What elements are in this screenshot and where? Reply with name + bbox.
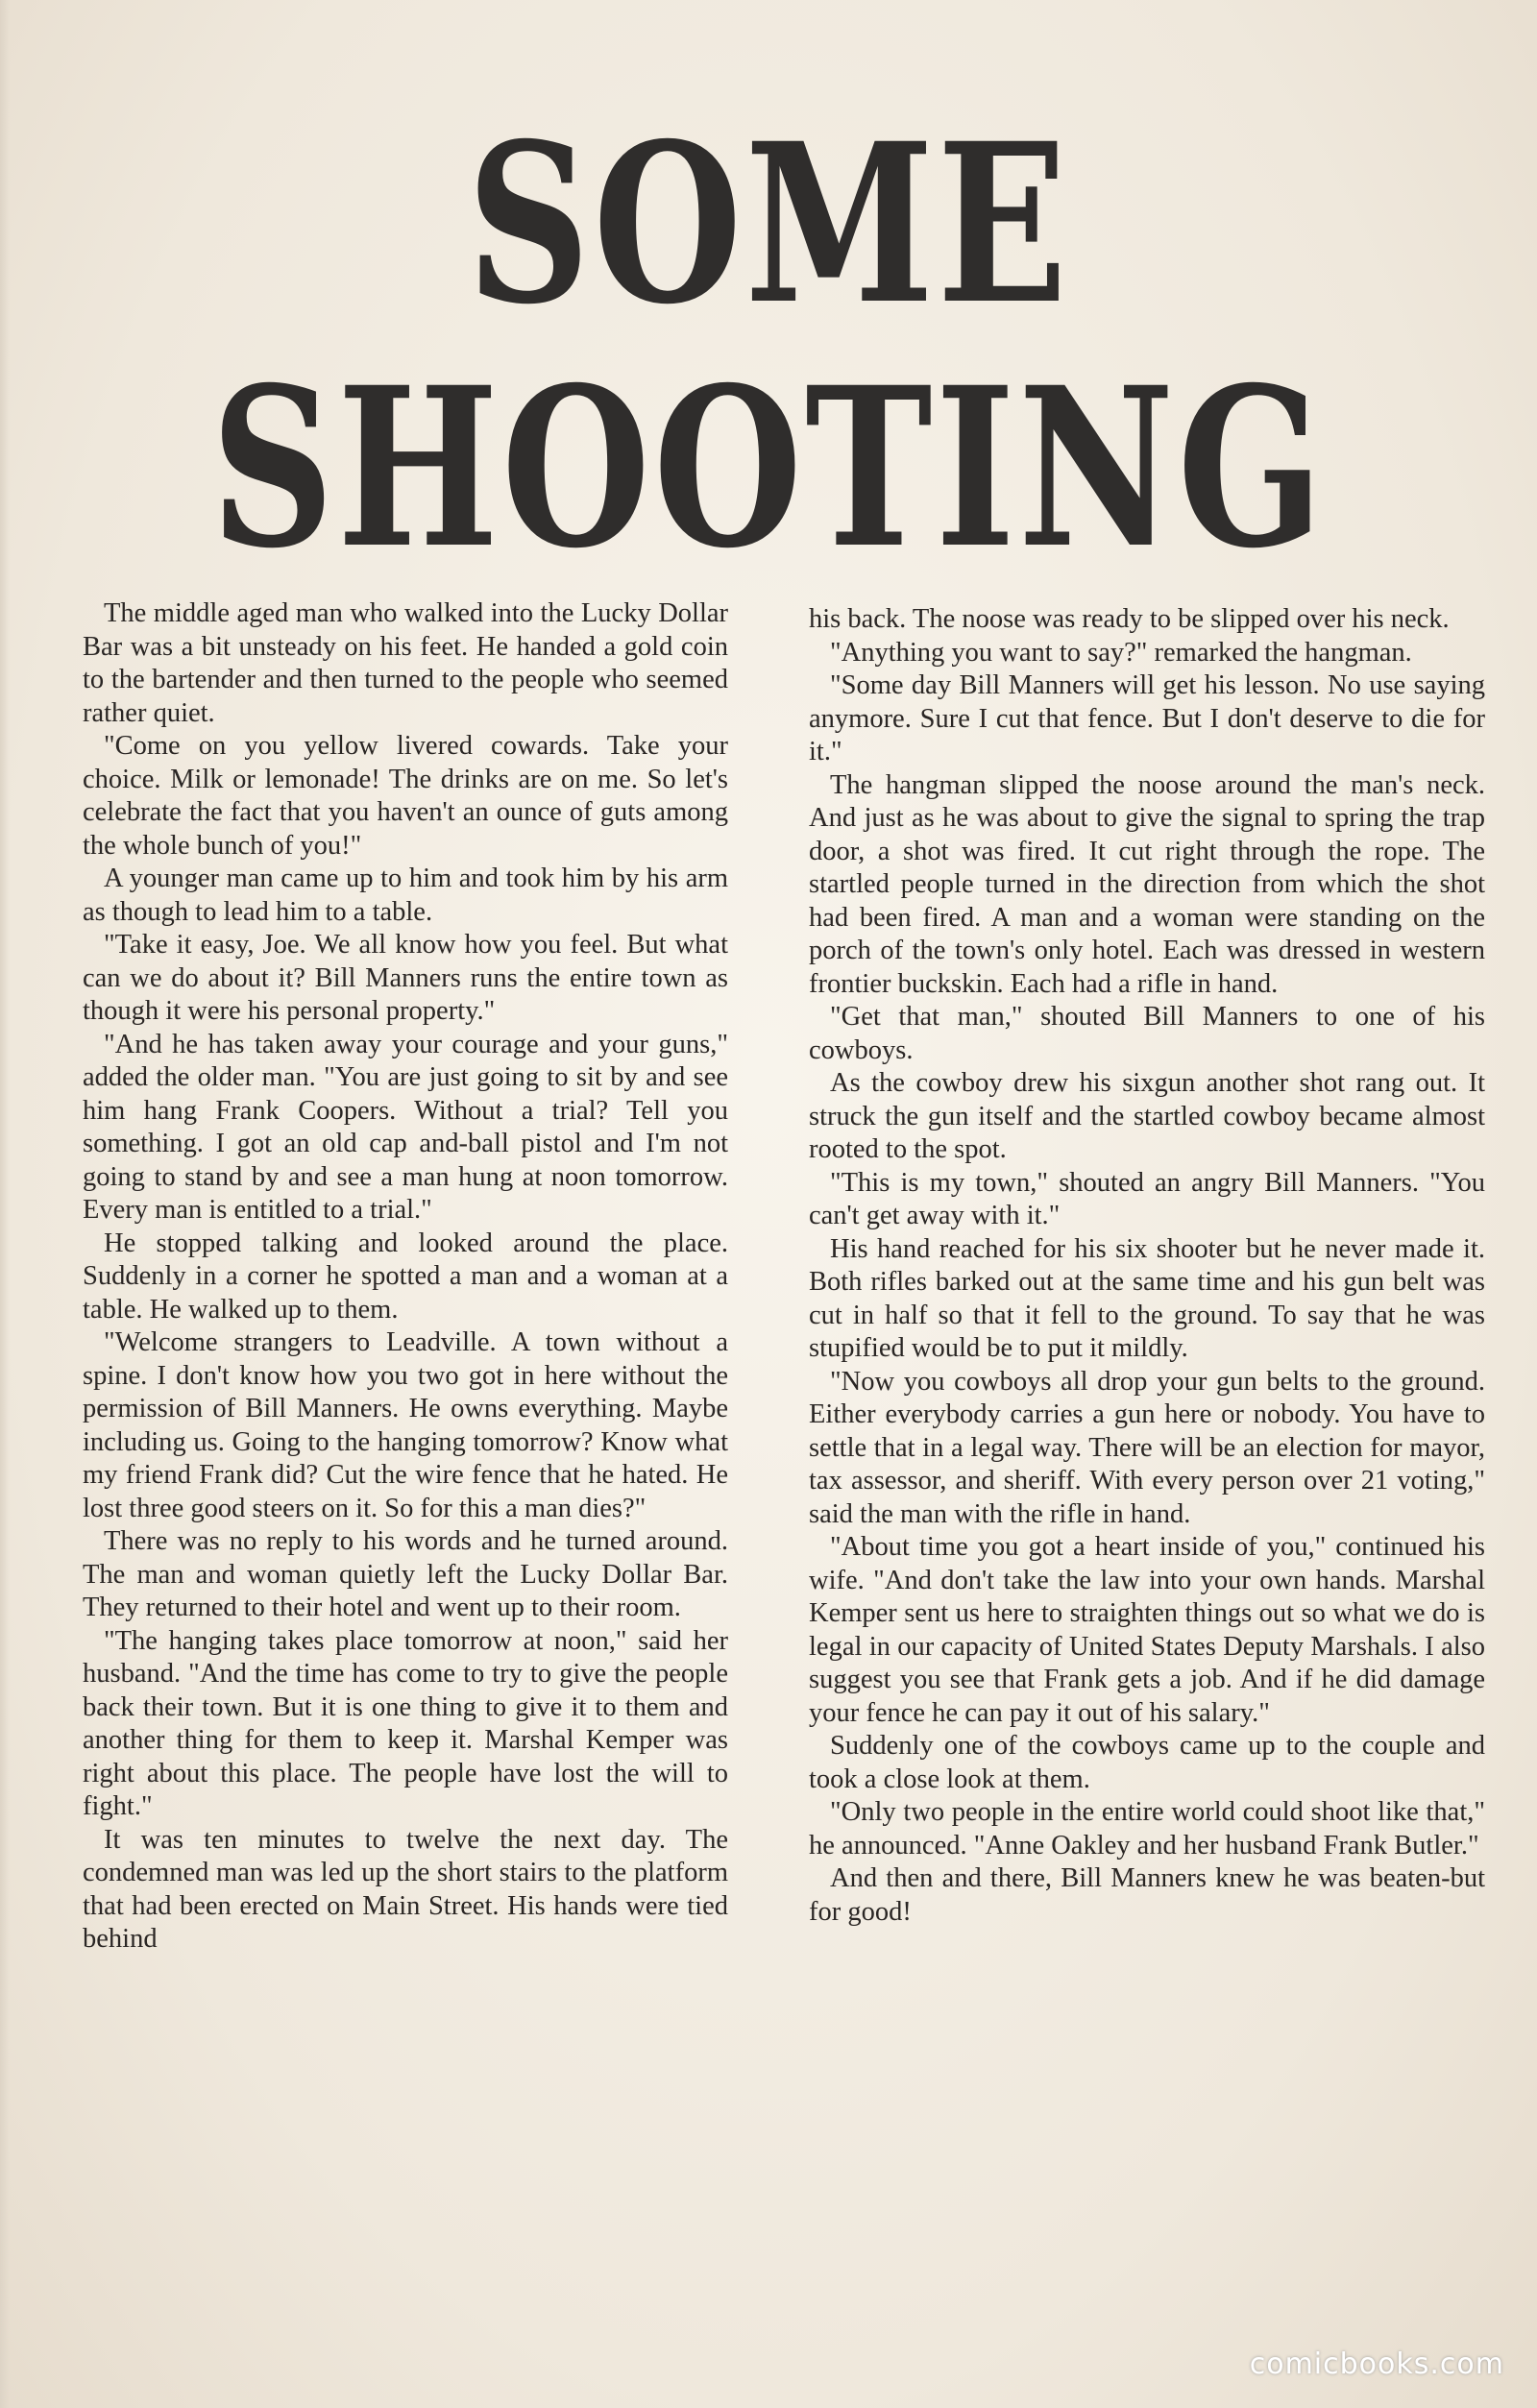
story-paragraph: "Only two people in the entire world could shoot like that," he announced. "Anne Oakley and her husband Frank Butler.": [809, 1797, 1485, 1861]
story-paragraph: It was ten minutes to twelve the next day. The condemned man was led up the short stairs to the platform that had been erected on Main Street. His hands were tied behind: [83, 1824, 728, 1954]
story-paragraph: "Now you cowboys all drop your gun belts to the ground. Either everybody carries a gun here or nobody. You have to settle that in a legal way. There will be an election for mayor, tax assessor, and sheriff. With every person over 21 voting," said the man with the rifle in hand.: [809, 1366, 1485, 1529]
story-paragraph: "This is my town," shouted an angry Bill Manners. "You can't get away with it.": [809, 1167, 1485, 1230]
story-paragraph: "About time you got a heart inside of you," continued his wife. "And don't take the law into your own hands. Marshal Kemper sent us here to straighten things out so what we do is legal in our capacity of United States Deputy Marshals. I also suggest you see that Frank gets a job. And if he did damage your fence he can pay it out of his salary.": [809, 1532, 1485, 1728]
story-paragraph: "And he has taken away your courage and your guns," added the older man. "You are just going to sit by and see him hang Frank Coopers. Without a trial? Tell you something. I got an old cap and-ball pistol and I'm not going to stand by and see a man hung at noon tomorrow. Every man is entitled to a trial.": [83, 1029, 728, 1225]
story-paragraph: Suddenly one of the cowboys came up to the couple and took a close look at them.: [809, 1731, 1485, 1794]
story-paragraph: "Take it easy, Joe. We all know how you feel. But what can we do about it? Bill Manners runs the entire town as though it were his personal property.": [83, 930, 728, 1026]
page-fold-shadow: [0, 0, 10, 2408]
story-title-line-1: SOME: [466, 95, 1071, 353]
story-paragraph: There was no reply to his words and he turned around. The man and woman quietly left the Lucky Dollar Bar. They returned to their hotel and went up to their room.: [83, 1526, 728, 1622]
story-paragraph: A younger man came up to him and took him by his arm as though to lead him to a table.: [83, 863, 728, 927]
story-paragraph: "Welcome strangers to Leadville. A town without a spine. I don't know how you two got in here without the permission of Bill Manners. He owns everything. Maybe including us. Going to the hanging tomorrow? Know what my friend Frank did? Cut the wire fence that he hated. He lost three good steers on it. So for this a man dies?": [83, 1327, 728, 1523]
story-paragraph: his back. The noose was ready to be slipped over his neck.: [809, 604, 1450, 634]
story-paragraph: "The hanging takes place tomorrow at noon," said her husband. "And the time has come to try to give the people back their town. But it is one thing to give it to them and another thing for them to keep it. Marshal Kemper was right about this place. The people have lost the will to fight.": [83, 1625, 728, 1821]
story-paragraph: The hangman slipped the noose around the man's neck. And just as he was about to give the signal to spring the trap door, a shot was fired. It cut right through the rope. The startled people turned in the direction from which the shot had been fired. A man and a woman were standing on the porch of the town's only hotel. Each was dressed in western frontier buckskin. Each had a rifle in hand.: [809, 769, 1485, 999]
story-paragraph: "Anything you want to say?" remarked the hangman.: [830, 637, 1412, 668]
story-paragraph: The middle aged man who walked into the Lucky Dollar Bar was a bit unsteady on his feet. He handed a gold coin to the bartender and then turned to the people who seemed rather quiet.: [83, 598, 728, 728]
story-paragraph: As the cowboy drew his sixgun another shot rang out. It struck the gun itself and the startled cowboy became almost rooted to the spot.: [809, 1068, 1485, 1164]
story-paragraph: "Come on you yellow livered cowards. Take your choice. Milk or lemonade! The drinks are on me. So let's celebrate the fact that you haven't an ounce of guts among the whole bunch of you!": [83, 731, 728, 861]
story-paragraph: And then and there, Bill Manners knew he was beaten-but for good!: [809, 1863, 1485, 1927]
right-text-column: [809, 603, 1485, 1929]
story-paragraph: His hand reached for his six shooter but he never made it. Both rifles barked out at the same time and his gun belt was cut in half so that it fell to the ground. To say that he was stupified would be to put it mildly.: [809, 1233, 1485, 1363]
site-watermark: comicbooks.com: [1249, 2347, 1504, 2381]
left-text-column: [83, 597, 728, 1957]
story-paragraph: "Get that man," shouted Bill Manners to one of his cowboys.: [809, 1002, 1485, 1065]
story-paragraph: "Some day Bill Manners will get his lesson. No use saying anymore. Sure I cut that fence. But I don't deserve to die for it.": [809, 670, 1485, 766]
story-title-line-2: SHOOTING: [210, 339, 1327, 596]
story-paragraph: He stopped talking and looked around the place. Suddenly in a corner he spotted a man and a woman at a table. He walked up to them.: [83, 1228, 728, 1325]
